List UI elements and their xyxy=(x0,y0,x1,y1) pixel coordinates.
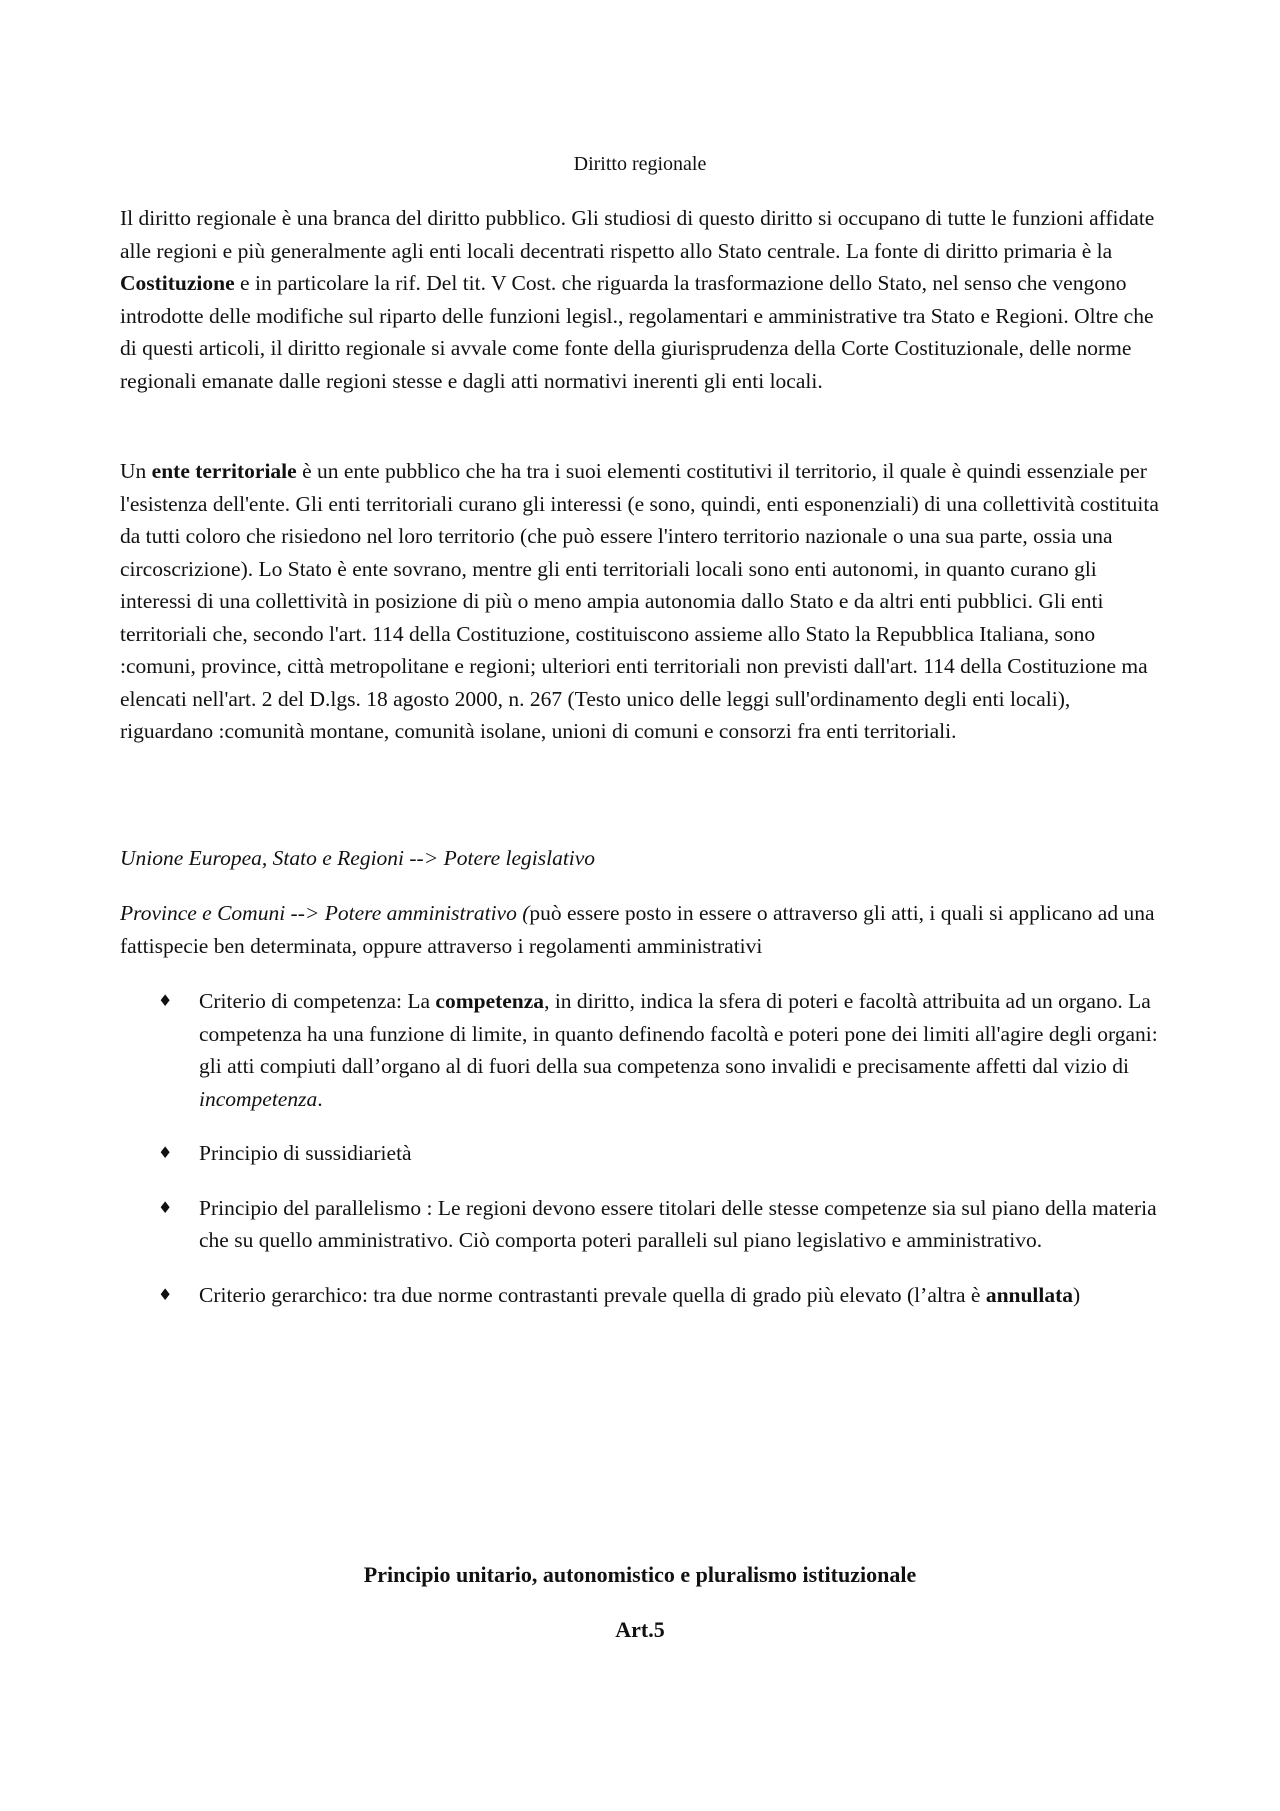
diamond-bullet-icon: ♦ xyxy=(158,1284,173,1304)
bold-ente-territoriale: ente territoriale xyxy=(151,459,297,483)
list-item xyxy=(0,1192,1280,1257)
paragraph-intro xyxy=(120,202,1168,397)
article-heading: Art.5 xyxy=(615,1617,665,1642)
bullet-text-parallelismo: Principio del parallelismo : Le regioni devono essere titolari delle stesse competenze sia sul piano della materia che su quello amministrativo. Ciò comporta poteri paralleli sul piano legislativo e amministrativo. xyxy=(199,1195,1157,1252)
list-item xyxy=(0,1137,1280,1170)
document-title: Diritto regionale xyxy=(573,153,707,175)
paragraph-intro-text-a: Il diritto regionale è una branca del diritto pubblico. Gli studiosi di questo diritto si occupano di tutte le funzioni affidate alle regioni e più generalmente agli enti locali decentrati rispetto allo Stato centrale. La fonte di diritto primaria è la xyxy=(120,206,1155,263)
list-item xyxy=(0,1279,1280,1312)
bold-annullata: annullata xyxy=(985,1282,1074,1307)
bullet-text-c: , in diritto, indica la sfera di poteri e facoltà attribuita ad un organo. La competenza ha una funzione di limite, in quanto definendo facoltà e poteri pone dei limiti all'agire degli organi: gli atti compiuti dall’organo al di fuori della sua competenza sono invalidi e precisamente affetti dal vizio di xyxy=(199,989,1158,1078)
paragraph-potere-legislativo xyxy=(120,842,1168,875)
list-item xyxy=(0,985,1280,1115)
diamond-bullet-icon: ♦ xyxy=(158,1143,173,1162)
bold-costituzione: Costituzione xyxy=(120,271,235,295)
bullet-text-e: . xyxy=(317,1086,323,1111)
bullet-text-a: Criterio di competenza: La xyxy=(199,989,436,1013)
italic-potere-amministrativo: Province e Comuni --> Potere amministrativo ( xyxy=(120,901,530,925)
bold-competenza: competenza xyxy=(435,989,545,1013)
section-heading: Principio unitario, autonomistico e pluralismo istituzionale xyxy=(363,1562,917,1587)
bullet-text-gerarchico xyxy=(199,1279,1159,1312)
paragraph-ente-territoriale xyxy=(120,455,1168,748)
diamond-bullet-icon: ♦ xyxy=(158,991,173,1010)
paragraph-amministrativo-text: può essere posto in essere o attraverso gli atti, i quali si applicano ad una fattispecie ben determinata, oppure attraverso i regolamenti amministrativi xyxy=(120,901,1155,958)
paragraph-intro-text-c: e in particolare la rif. Del tit. V Cost. che riguarda la trasformazione dello Stato, nel senso che vengono introdotte delle modifiche sul riparto delle funzioni legisl., regolamentari e amministrative tra Stato e Regioni. Oltre che di questi articoli, il diritto regionale si avvale come fonte della giurisprudenza della Corte Costituzionale, delle norme regionali emanate dalle regioni stesse e dagli atti normativi inerenti gli enti locali. xyxy=(120,271,1154,393)
paragraph-ente-text-a: Un xyxy=(120,459,152,483)
bullet-text-a: Criterio gerarchico: tra due norme contrastanti prevale quella di grado più elevato (l’altra è xyxy=(199,1282,986,1307)
italic-potere-legislativo: Unione Europea, Stato e Regioni --> Potere legislativo xyxy=(120,846,596,870)
diamond-bullet-icon: ♦ xyxy=(158,1197,173,1217)
bullet-text-sussidiarieta: Principio di sussidiarietà xyxy=(199,1141,412,1165)
paragraph-potere-amministrativo xyxy=(120,897,1168,962)
paragraph-ente-text-c: è un ente pubblico che ha tra i suoi elementi costitutivi il territorio, il quale è quindi essenziale per l'esistenza dell'ente. Gli enti territoriali curano gli interessi (e sono, quindi, enti esponenziali) di una collettività costituita da tutti coloro che risiedono nel loro territorio (che può essere l'intero territorio nazionale o una sua parte, ossia una circoscrizione). Lo Stato è ente sovrano, mentre gli enti territoriali locali sono enti autonomi, in quanto curano gli interessi di una collettività in posizione di più o meno ampia autonomia dallo Stato e da altri enti pubblici. Gli enti territoriali che, secondo l'art. 114 della Costituzione, costituiscono assieme allo Stato la Repubblica Italiana, sono :comuni, province, città metropolitane e regioni; ulteriori enti territoriali non previsti dall'art. 114 della Costituzione ma elencati nell'art. 2 del D.lgs. 18 agosto 2000, n. 267 (Testo unico delle leggi sull'ordinamento degli enti locali), riguardano :comunità montane, comunità isolane, unioni di comuni e consorzi fra enti territoriali. xyxy=(120,459,1159,743)
italic-incompetenza: incompetenza xyxy=(199,1086,318,1111)
bullet-text-c: ) xyxy=(1073,1282,1081,1307)
bullet-text-competenza xyxy=(199,985,1159,1115)
bullet-list xyxy=(0,985,1280,1311)
